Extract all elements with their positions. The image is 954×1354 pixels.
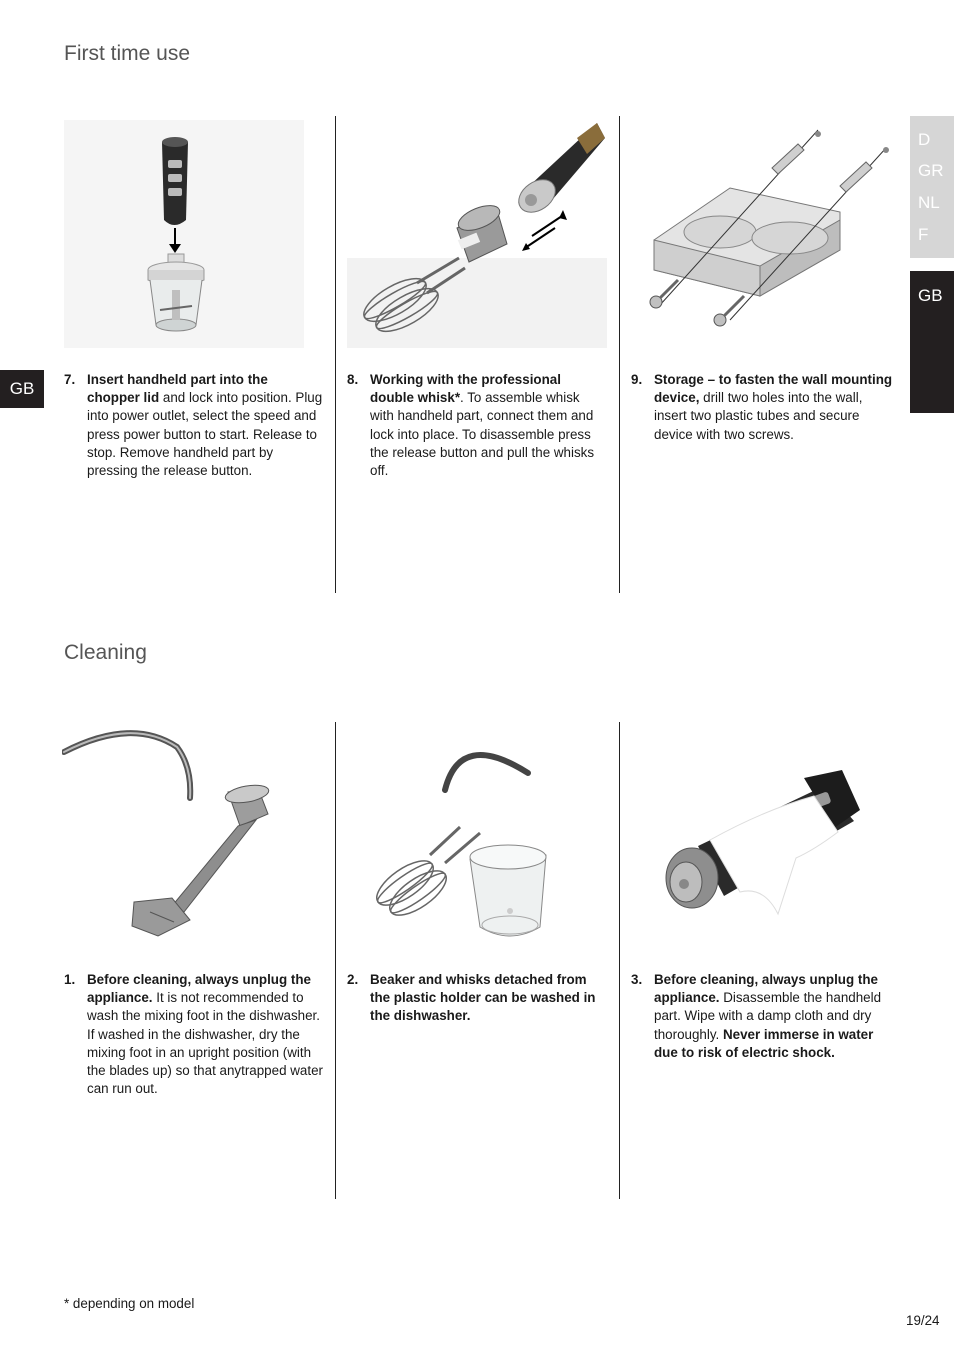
language-tab-gb-left[interactable]: GB xyxy=(0,370,44,408)
step-text: Disassemble the handheld part. Wipe with a damp cloth and dry thoroughly. xyxy=(654,990,882,1042)
language-selector-inactive xyxy=(910,116,954,258)
step-number: 7. xyxy=(64,372,76,387)
step-number: 2. xyxy=(347,972,359,987)
step-bold-text: Storage – to fasten the wall mounting device, xyxy=(654,372,893,406)
column-divider xyxy=(335,116,336,593)
wall-mount-illustration xyxy=(640,120,900,332)
step-text: drill two holes into the wall, insert two plastic tubes and secure device with two screws. xyxy=(654,390,863,442)
step-bold-text: Before cleaning, always unplug the appliance. xyxy=(87,972,311,1006)
column-divider xyxy=(619,116,620,593)
step-bold-text: Working with the professional double whisk* xyxy=(370,372,561,406)
language-tab-f[interactable]: F xyxy=(918,225,929,244)
language-tab-gr[interactable]: GR xyxy=(918,161,944,180)
first-time-use-heading: First time use xyxy=(64,42,191,65)
step-number: 3. xyxy=(631,972,643,987)
step-number: 8. xyxy=(347,372,359,387)
double-whisk-illustration xyxy=(347,118,607,348)
step-text: . To assemble whisk with handheld part, connect them and lock into place. To disassemble press the release button and pull the whisks off. xyxy=(370,390,595,479)
mixing-foot-illustration xyxy=(62,722,322,947)
chopper-assembly-illustration xyxy=(64,120,304,348)
language-tab-gb[interactable]: GB xyxy=(918,286,943,305)
language-tab-nl[interactable]: NL xyxy=(918,193,940,212)
column-divider xyxy=(335,722,336,1199)
step-warning-text: Never immerse in water due to risk of electric shock. xyxy=(654,1026,874,1060)
step-bold-text: Before cleaning, always unplug the appliance. xyxy=(654,972,878,1006)
language-tab-d[interactable]: D xyxy=(918,130,931,149)
step-bold-text: Beaker and whisks detached from the plastic holder can be washed in the dishwasher. xyxy=(370,972,596,1024)
column-divider xyxy=(619,722,620,1199)
step-number: 1. xyxy=(64,972,76,987)
cleaning-heading: Cleaning xyxy=(64,641,147,664)
language-selector-active xyxy=(910,271,954,413)
beaker-whisks-illustration xyxy=(370,735,550,945)
step-text: It is not recommended to wash the mixing foot in the dishwasher. If washed in the dishwasher, dry the mixing foot in an upright position (with the blades up) so that anytrapped water can run out. xyxy=(87,990,323,1097)
step-bold-text: Insert handheld part into the chopper lid xyxy=(87,372,268,406)
step-text: and lock into position. Plug into power outlet, select the speed and press power button to start. Release to stop. Remove handheld part by pressing the release button. xyxy=(87,390,323,479)
footnote: * depending on model xyxy=(64,1296,195,1311)
page-number: 19/24 xyxy=(906,1313,940,1328)
step-number: 9. xyxy=(631,372,643,387)
wiping-handheld-illustration xyxy=(664,766,864,921)
